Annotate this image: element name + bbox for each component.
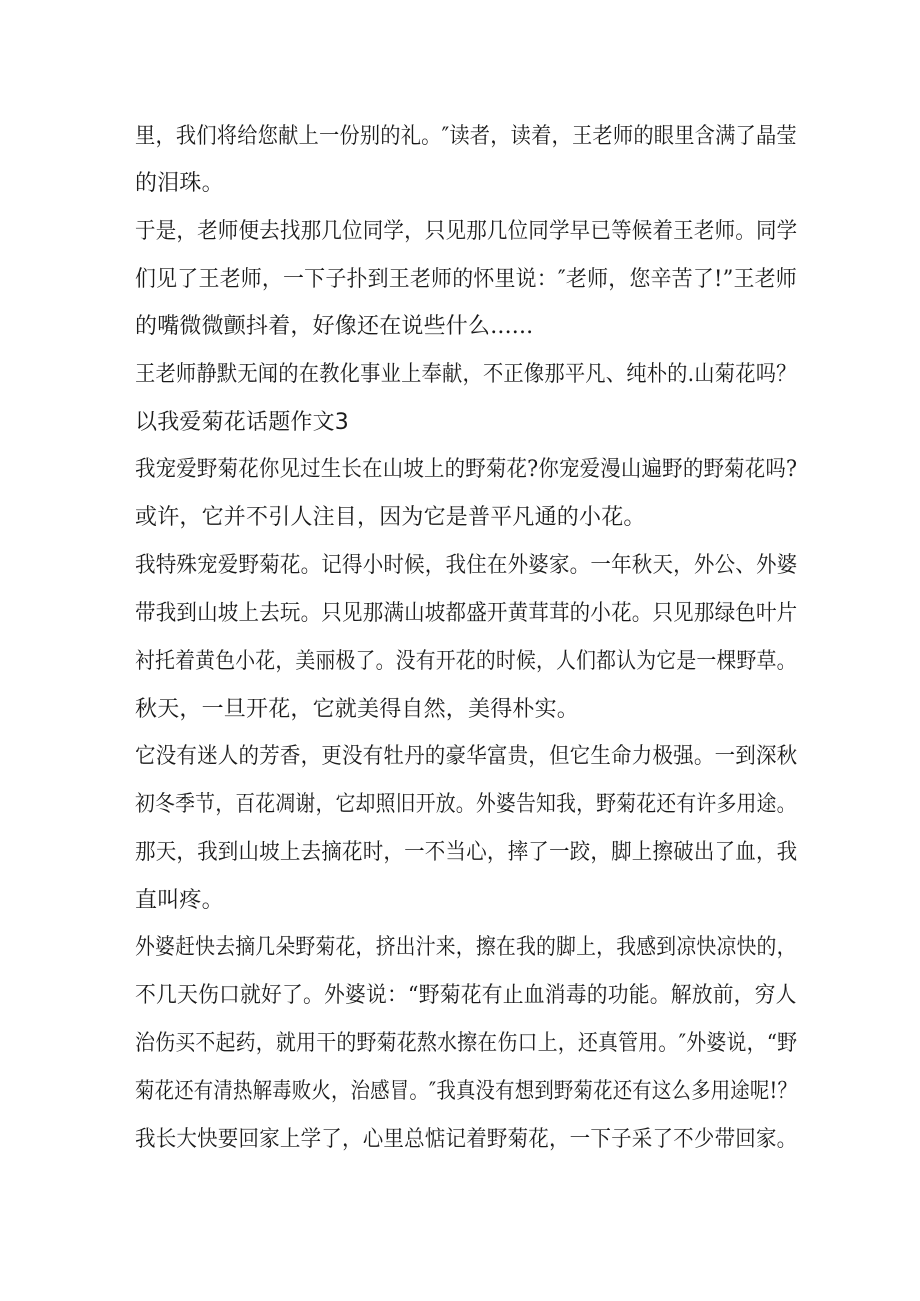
text-line: 不几天伤口就好了。外婆说：“野菊花有止血消毒的功能。解放前，穷人 bbox=[135, 983, 797, 1008]
text-line: 我宠爱野菊花你见过生长在山坡上的野菊花?你宠爱漫山遍野的野菊花吗? bbox=[135, 457, 798, 482]
text-line: 菊花还有清热解毒败火，治感冒。″我真没有想到野菊花还有这么多用途呢!？ bbox=[135, 1079, 798, 1104]
text-line: 王老师静默无闻的在教化事业上奉献，不正像那平凡、纯朴的.山菊花吗？ bbox=[135, 362, 797, 387]
text-line: 我长大快要回家上学了，心里总惦记着野菊花，一下子采了不少带回家。 bbox=[135, 1127, 798, 1152]
text-line: 它没有迷人的芳香，更没有牡丹的豪华富贵，但它生命力极强。一到深秋 bbox=[135, 744, 798, 769]
text-line: 带我到山坡上去玩。只见那满山坡都盛开黄茸茸的小花。只见那绿色叶片 bbox=[135, 601, 798, 626]
text-line: 那天，我到山坡上去摘花时，一不当心，摔了一跤，脚上擦破出了血，我 bbox=[135, 840, 798, 865]
text-line: 初冬季节，百花凋谢，它却照旧开放。外婆告知我，野菊花还有许多用途。 bbox=[135, 792, 797, 817]
text-line: 直叫疼。 bbox=[135, 888, 224, 913]
text-line: 们见了王老师，一下子扑到王老师的怀里说：″老师，您辛苦了!”王老师 bbox=[135, 267, 797, 292]
text-line: 或许，它并不引人注目，因为它是普平凡通的小花。 bbox=[135, 505, 646, 530]
text-line: 里，我们将给您献上一份别的礼。″读者，读着，王老师的眼里含满了晶莹 bbox=[135, 124, 797, 149]
section-heading: 以我爱菊花话题作文3 bbox=[135, 410, 349, 435]
text-line: 的嘴微微颤抖着，好像还在说些什么...... bbox=[135, 314, 534, 339]
text-line: 秋天，一旦开花，它就美得自然，美得朴实。 bbox=[135, 697, 580, 722]
text-line: 于是，老师便去找那几位同学，只见那几位同学早已等候着王老师。同学 bbox=[135, 219, 798, 244]
text-line: 治伤买不起药，就用干的野菊花熬水擦在伤口上，还真管用。″外婆说，“野 bbox=[135, 1031, 798, 1056]
text-line: 我特殊宠爱野菊花。记得小时候，我住在外婆家。一年秋天，外公、外婆 bbox=[135, 553, 798, 578]
text-line: 衬托着黄色小花，美丽极了。没有开花的时候，人们都认为它是一棵野草。 bbox=[135, 649, 797, 674]
text-line: 外婆赶快去摘几朵野菊花，挤出汁来，擦在我的脚上，我感到凉快凉快的， bbox=[135, 935, 797, 960]
text-line: 的泪珠。 bbox=[135, 171, 224, 196]
